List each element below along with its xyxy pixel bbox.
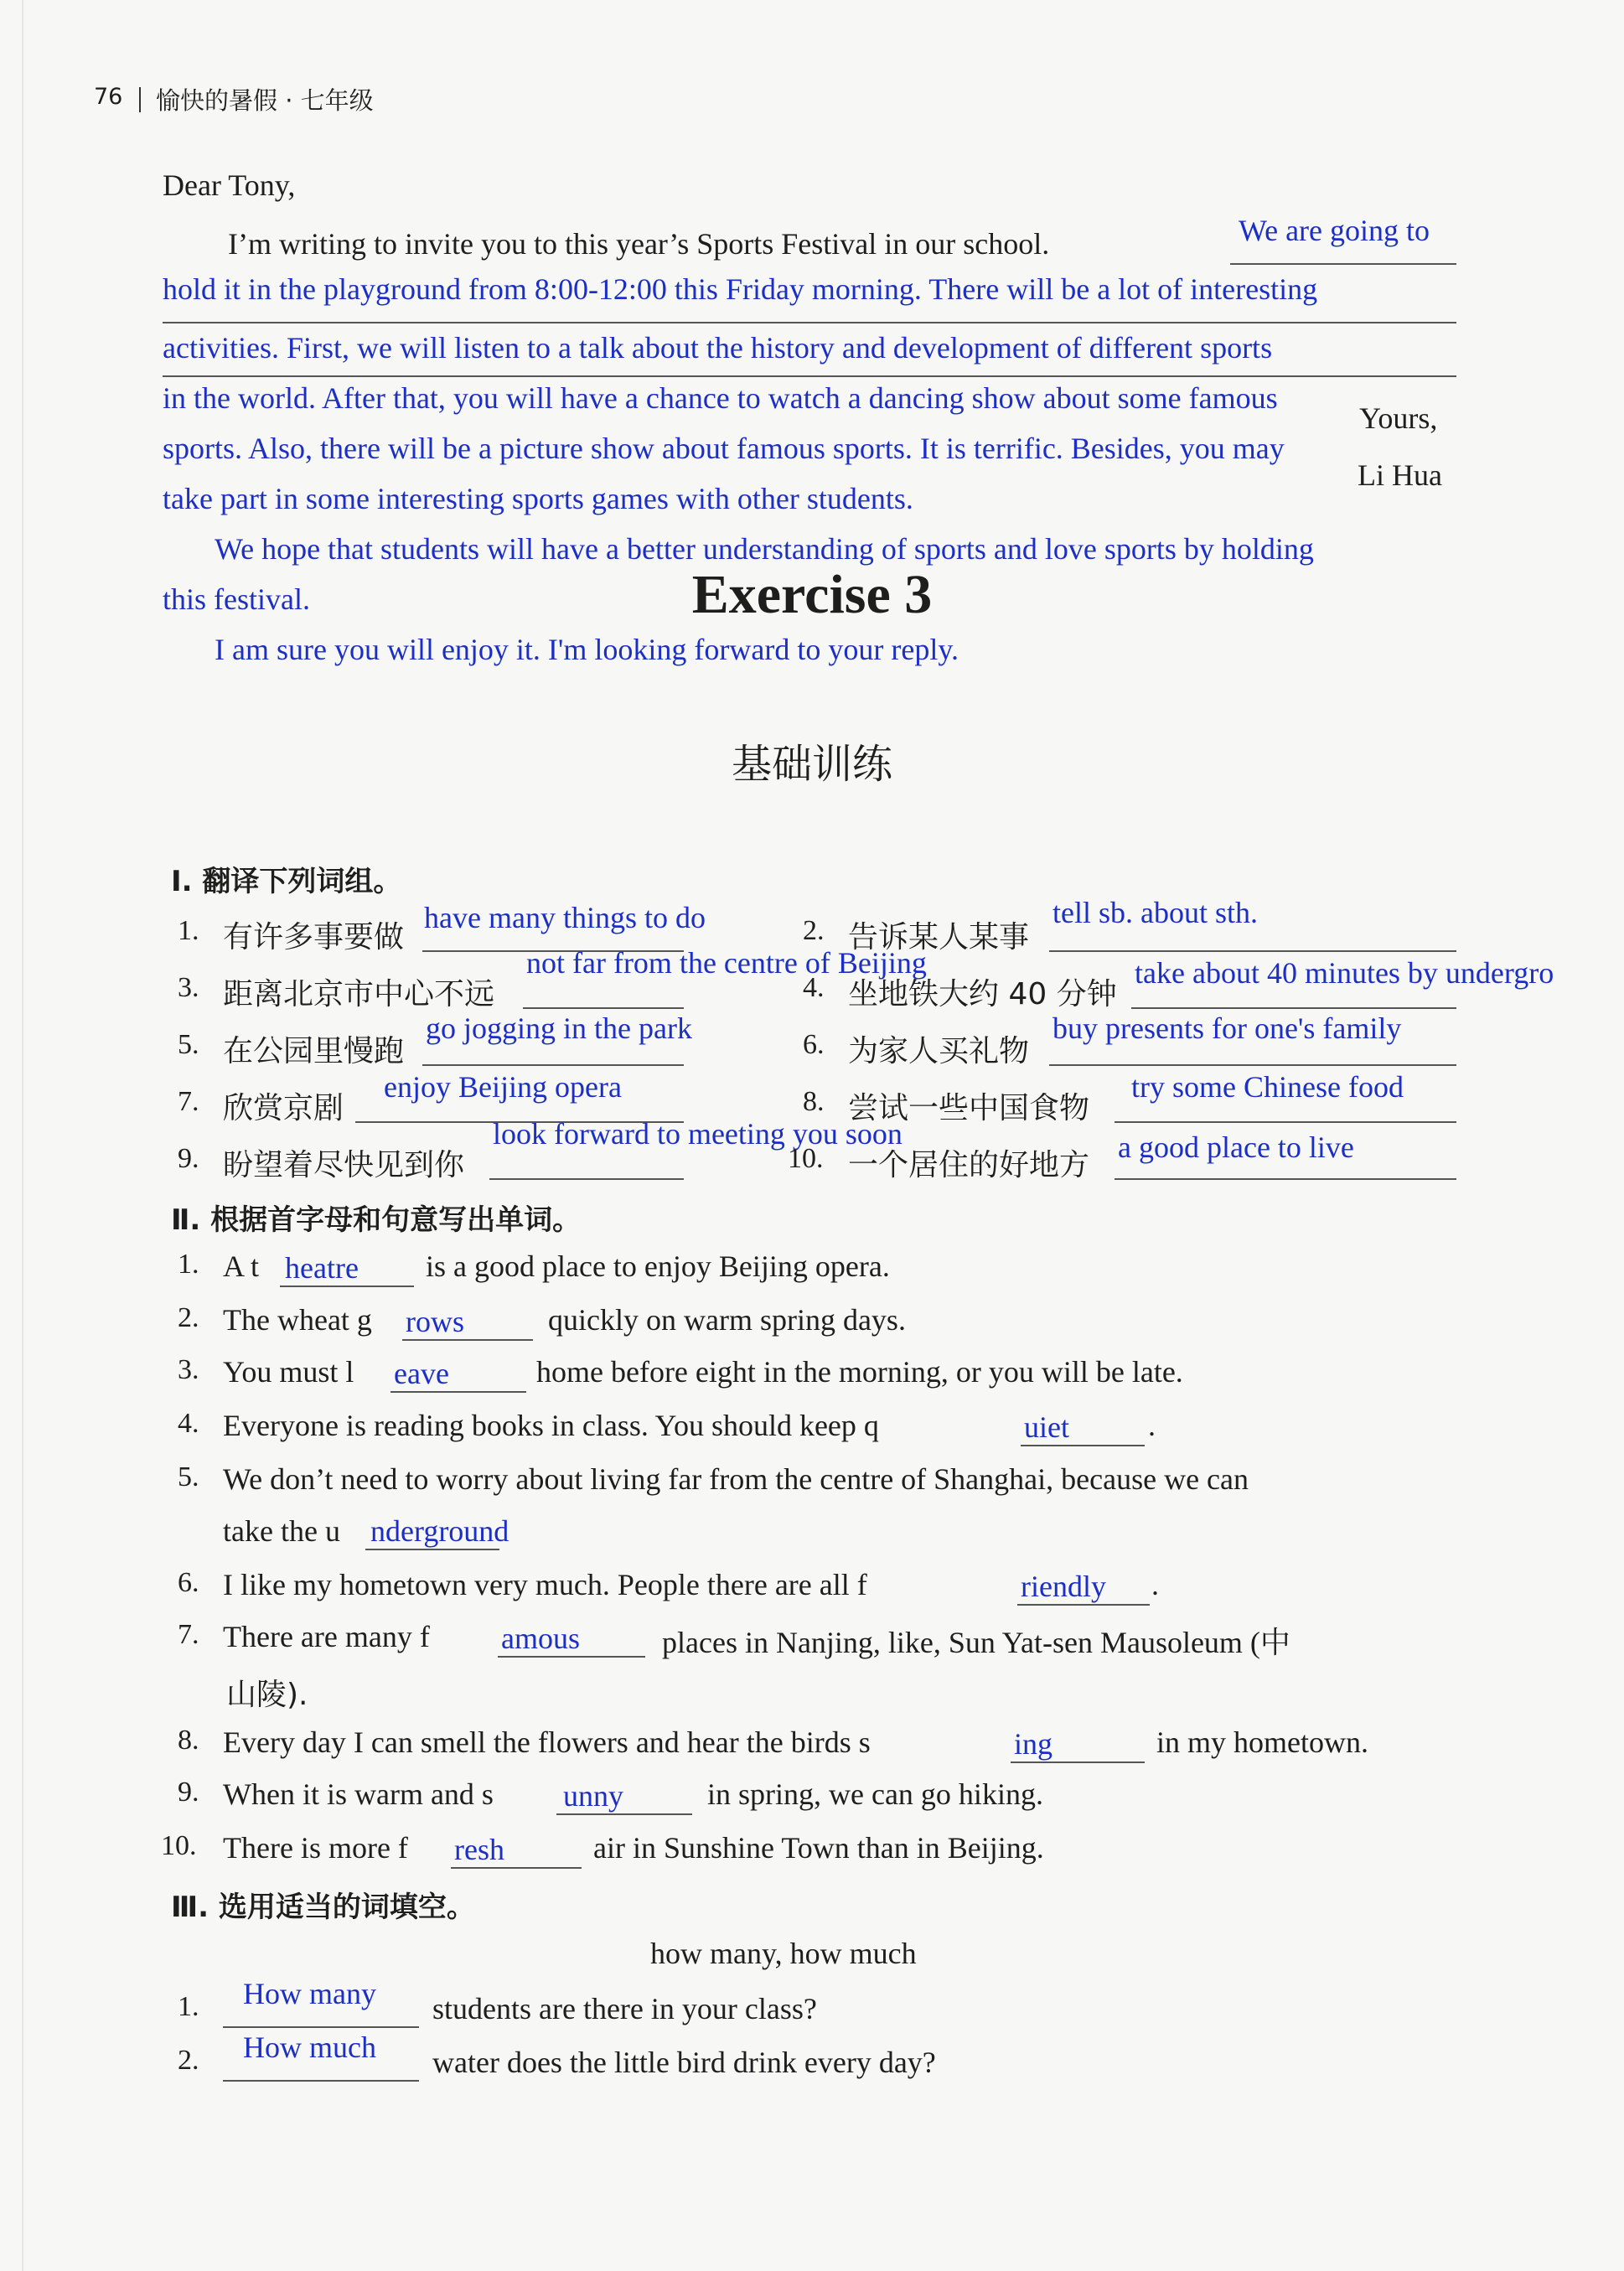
answer-line [402,1339,533,1341]
item-number: 3. [178,1354,199,1385]
answer-line [1049,950,1456,952]
item-answer: a good place to live [1118,1130,1354,1164]
item-number: 9. [178,1777,199,1808]
answer-line [523,1007,684,1009]
letter-line: I am sure you will enjoy it. I'm looking forward to your reply. [215,633,959,666]
item-number: 7. [178,1619,199,1650]
item-number: 7. [178,1086,199,1117]
word-options: how many, how much [650,1937,917,1970]
item-text: . [1151,1568,1159,1601]
answer-line [223,2026,419,2028]
item-text: A t [223,1249,260,1283]
item-answer: try some Chinese food [1131,1070,1404,1104]
item-text: water does the little bird drink every day? [432,2046,936,2079]
item-number: 1. [178,915,199,946]
item-number: 1. [178,1249,199,1280]
item-answer: not far from the centre of Beijing [526,946,927,980]
answer-line [1021,1445,1145,1446]
item-number: 2. [803,915,825,946]
item-answer: How many [243,1977,376,2010]
item-text: is a good place to enjoy Beijing opera. [426,1249,890,1283]
item-text: You must l [223,1355,354,1389]
answer-line [223,2080,419,2082]
item-answer: have many things to do [424,901,706,934]
letter-line: activities. First, we will listen to a talk about the history and development of different sports [163,331,1273,365]
answer-line [422,1064,684,1066]
letter-line: this festival. [163,582,310,616]
item-text: students are there in your class? [432,1992,817,2025]
letter-line: take part in some interesting sports games with other students. [163,482,913,515]
item-text: There are many f [223,1620,430,1653]
answer-line [280,1286,414,1287]
item-answer: resh [454,1833,504,1866]
answer-line [365,1549,499,1550]
item-answer: amous [501,1622,580,1655]
item-number: 3. [178,972,199,1003]
item-text: When it is warm and s [223,1777,494,1811]
item-answer: eave [394,1357,449,1390]
item-text: in my hometown. [1156,1725,1368,1759]
item-number: 4. [803,972,825,1003]
item-prompt: 欣赏京剧 [223,1091,344,1125]
answer-line [163,375,1456,377]
item-answer: uiet [1024,1410,1069,1444]
answer-line [556,1813,692,1815]
item-prompt: 盼望着尽快见到你 [223,1148,465,1182]
part2-heading: Ⅱ. 根据首字母和句意写出单词。 [171,1203,582,1237]
answer-line [1115,1178,1456,1180]
item-answer: buy presents for one's family [1052,1011,1402,1045]
item-number: 5. [178,1029,199,1060]
item-text-cont: take the u [223,1514,340,1548]
item-answer: unny [563,1779,623,1813]
letter-line: sports. Also, there will be a picture show about famous sports. It is terrific. Besides, you may [163,432,1285,465]
letter-signature: Li Hua [1358,458,1442,492]
item-prompt: 尝试一些中国食物 [848,1091,1090,1125]
item-answer: rows [406,1305,464,1338]
answer-line [163,322,1456,323]
item-answer: tell sb. about sth. [1052,896,1258,929]
answer-line [451,1867,582,1869]
letter-intro: I’m writing to invite you to this year’s Sports Festival in our school. [228,227,1050,261]
exercise-title: Exercise 3 [691,564,933,625]
item-number: 2. [178,1302,199,1333]
item-answer: ing [1014,1727,1053,1761]
item-number: 8. [178,1725,199,1756]
letter-line: in the world. After that, you will have a chance to watch a dancing show about some famous [163,381,1278,415]
item-number: 2. [178,2045,199,2076]
item-prompt: 坐地铁大约 40 分钟 [848,977,1117,1011]
item-number: 1. [178,1991,199,2022]
item-number: 6. [803,1029,825,1060]
item-number: 5. [178,1461,199,1492]
answer-line [498,1656,645,1658]
item-number: 10. [161,1830,197,1861]
item-number: 4. [178,1408,199,1439]
answer-line [1131,1007,1456,1009]
header-divider [139,87,141,112]
item-answer: go jogging in the park [426,1011,692,1045]
answer-line [390,1391,526,1393]
item-prompt: 告诉某人某事 [848,920,1030,954]
item-text: Every day I can smell the flowers and hear the birds s [223,1725,871,1759]
item-answer: heatre [285,1251,359,1285]
item-number: 10. [788,1143,824,1174]
answer-line [1230,263,1456,265]
item-answer: riendly [1021,1570,1106,1603]
page-edge [22,0,23,2271]
item-number: 6. [178,1567,199,1598]
item-text: Everyone is reading books in class. You should keep q [223,1409,879,1442]
item-prompt: 有许多事要做 [223,920,405,954]
item-prompt: 为家人买礼物 [848,1034,1030,1068]
item-prompt: 在公园里慢跑 [223,1034,405,1068]
item-answer: enjoy Beijing opera [384,1070,622,1104]
item-answer: nderground [370,1514,509,1548]
item-answer: How much [243,2030,376,2064]
letter-greeting: Dear Tony, [163,168,296,202]
answer-line [1017,1604,1150,1606]
answer-line [1011,1761,1145,1763]
item-number: 8. [803,1086,825,1117]
item-text: in spring, we can go hiking. [707,1777,1043,1811]
item-number: 9. [178,1143,199,1174]
letter-line: We hope that students will have a better understanding of sports and love sports by holding [215,532,1314,566]
item-text: quickly on warm spring days. [548,1303,906,1337]
letter-answer-start: We are going to [1239,214,1430,247]
item-answer: look forward to meeting you soon [493,1117,903,1151]
answer-line [489,1178,684,1180]
item-text: The wheat g [223,1303,372,1337]
answer-line [1115,1121,1456,1123]
item-answer: take about 40 minutes by undergro [1135,956,1554,990]
letter-line: hold it in the playground from 8:00-12:00 this Friday morning. There will be a lot of interesting [163,272,1318,306]
item-text: I like my hometown very much. People there are all f [223,1568,867,1601]
item-text: home before eight in the morning, or you will be late. [536,1355,1183,1389]
part3-heading: Ⅲ. 选用适当的词填空。 [171,1891,475,1924]
book-title: 愉快的暑假 · 七年级 [156,86,374,115]
answer-line [1049,1064,1456,1066]
item-prompt: 一个居住的好地方 [848,1148,1090,1182]
page-number: 76 [94,84,123,110]
section-title: 基础训练 [731,741,892,788]
letter-closing: Yours, [1359,401,1438,435]
item-text: air in Sunshine Town than in Beijing. [593,1831,1044,1865]
part1-heading: Ⅰ. 翻译下列词组。 [171,865,402,898]
item-text-cont: 山陵). [226,1678,308,1712]
item-prompt: 距离北京市中心不远 [223,977,495,1011]
item-text: places in Nanjing, like, Sun Yat-sen Mausoleum (中 [662,1626,1290,1659]
item-text: . [1148,1409,1156,1442]
item-text: We don’t need to worry about living far from the centre of Shanghai, because we can [223,1462,1249,1496]
item-text: There is more f [223,1831,408,1865]
